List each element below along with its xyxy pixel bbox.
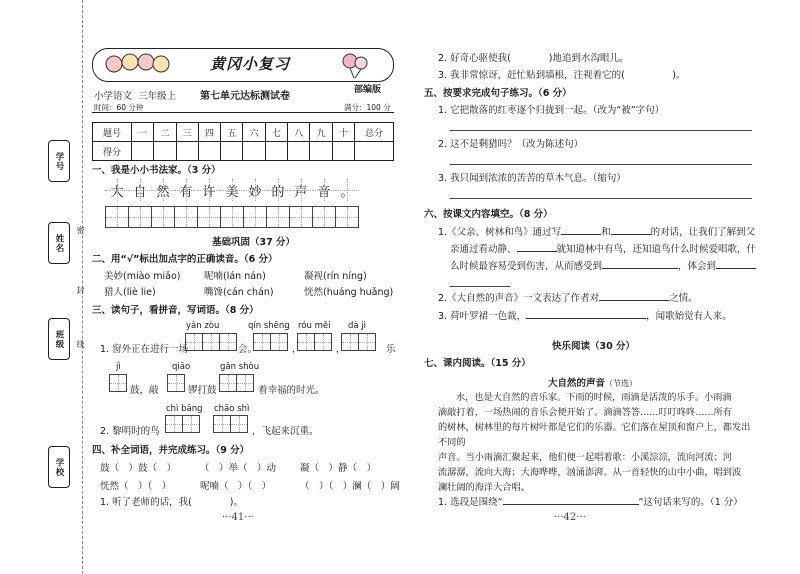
q5-item3: 3. 我只闻到浓浓的苦苦的草木气息。（缩句） — [438, 173, 626, 184]
score-header-cell: 八 — [288, 123, 310, 142]
sample-character: 声 — [289, 179, 313, 201]
passage-line: 水，也是大自然的音乐家。下雨的时候，雨滴是活泼的乐手。小雨滴 — [456, 392, 732, 403]
sample-character: 许 — [197, 179, 221, 201]
score-header-cell: 一 — [132, 123, 154, 142]
sample-character: 。 — [335, 179, 359, 201]
q4-title: 四、补全词语，并完成练习。（9 分） — [92, 445, 250, 456]
passage-line: 澜壮阔的海洋大合唱。 — [438, 482, 530, 493]
score-label: 满分：100 分 — [344, 103, 391, 112]
q3-line3a: 2. 黎明时的鸟 — [100, 426, 160, 437]
writing-cell[interactable] — [105, 206, 129, 228]
q3-box9[interactable] — [214, 415, 248, 433]
banner-title: 黄冈小复习 — [210, 55, 291, 73]
score-header-cell: 总分 — [354, 123, 393, 142]
q3-box1[interactable] — [186, 333, 237, 351]
q6-item1-blank-end[interactable] — [450, 286, 510, 287]
q3-line2a: 鼓，敲 — [130, 385, 159, 396]
q1-sentence — [106, 179, 359, 201]
writing-cell[interactable] — [197, 206, 221, 228]
writing-cell[interactable] — [174, 206, 198, 228]
q3-box2[interactable] — [254, 333, 288, 351]
score-header-cell: 九 — [310, 123, 332, 142]
score-header-cell: 六 — [243, 123, 265, 142]
blank[interactable] — [611, 234, 651, 235]
subject-label: 小学语文 三年级上 — [94, 91, 177, 102]
q3-line2b: 锣打鼓 — [188, 385, 217, 396]
writing-cell[interactable] — [151, 206, 175, 228]
blank[interactable] — [517, 251, 557, 252]
q6-item1-line1: 1.《父亲、树林和鸟》通过写 和 的对话，让我们了解到父 — [438, 227, 756, 238]
score-header-cell: 五 — [221, 123, 243, 142]
q3-box7[interactable] — [220, 374, 254, 392]
score-table — [92, 122, 394, 161]
q6-item1-line3: 么时候最容易受到伤害，从而感受到 ，体会到 — [450, 258, 756, 272]
q3-line1c: ， — [292, 344, 302, 355]
sample-character: 然 — [151, 179, 175, 201]
q3-pinyin2c: gǎn shòu — [220, 362, 260, 372]
score-label-cell: 得分 — [93, 142, 132, 161]
score-header-cell: 十 — [332, 123, 354, 142]
blank[interactable] — [599, 300, 669, 301]
right-page — [424, 48, 757, 568]
q3-pinyin2a: jì — [116, 362, 121, 372]
score-header-cell: 题号 — [93, 123, 132, 142]
q3-box3[interactable] — [298, 333, 332, 351]
q3-pinyin1a: yǎn zòu — [186, 321, 220, 331]
page-number-right: ···42··· — [554, 512, 586, 523]
q7-title: 七、课内阅读。（15 分） — [424, 358, 531, 369]
sample-character: 美 — [220, 179, 244, 201]
score-input-cell[interactable] — [221, 142, 243, 161]
passage-title: 大自然的声音（节选） — [548, 378, 638, 389]
q3-line3b: ，飞起来沉重。 — [252, 426, 319, 437]
time-label: 时间：60 分钟 — [94, 103, 144, 112]
blank[interactable] — [561, 234, 601, 235]
score-header-cell: 七 — [265, 123, 287, 142]
score-input-cell[interactable] — [332, 142, 354, 161]
q1-title: 一、我是小小书法家。（3 分） — [92, 165, 221, 176]
passage-line: 滴敲打着，一场热闹的音乐会便开始了。滴滴答答……叮叮咚咚……所有 — [438, 407, 732, 418]
left-page — [92, 48, 400, 568]
q3-pinyin1b: qín shēng — [248, 321, 290, 331]
score-header-cell: 二 — [154, 123, 176, 142]
q3-pinyin1d: dà jì — [348, 321, 367, 331]
passage-line: 的树林，树林里的每片树叶都是它们的乐器。它们落在屋顶和窗户上，都发出不同的 — [438, 422, 751, 448]
q3-line1e: 乐 — [386, 344, 396, 355]
writing-cell[interactable] — [243, 206, 267, 228]
blank[interactable] — [526, 318, 646, 319]
q6-item1-line2: 亲通过看动静、 就知道林中有鸟，还知道鸟什么时候爱唱歌，什 — [450, 244, 757, 255]
q5-answer-line2[interactable] — [450, 164, 752, 165]
q3-line1a: 1. 窗外正在进行一场 — [100, 344, 189, 355]
seal-char: 密 — [76, 226, 85, 234]
q3-pinyin2b: qiāo — [172, 362, 191, 372]
writing-cell[interactable] — [289, 206, 313, 228]
q5-item1: 1. 它把散落的红枣逐个归拢到一起。（改为“被”字句） — [438, 105, 665, 116]
class-box: 班级 — [48, 318, 70, 360]
score-header-cell: 三 — [176, 123, 198, 142]
sample-character: 音 — [312, 179, 336, 201]
q3-box8[interactable] — [166, 415, 200, 433]
kids-illustration — [104, 50, 170, 78]
q5-answer-line3[interactable] — [450, 198, 752, 199]
q3-line1b: 会。 — [238, 344, 258, 355]
blank[interactable] — [503, 504, 639, 505]
q7-item1: 1. 选段是围绕“ ”这句话来写的。（1 分） — [438, 497, 743, 508]
q4-sub2: 2. 好奇心驱使我( )地追到水沟眼儿。 — [438, 53, 629, 64]
q3-title: 三、读句子，看拼音，写词语。（8 分） — [92, 305, 259, 316]
school-box: 学校 — [48, 446, 70, 488]
q3-pinyin3a: chì bǎng — [166, 404, 203, 414]
blank[interactable] — [716, 268, 756, 269]
q1-writing-grid[interactable] — [106, 206, 359, 228]
page-number-left: ···41··· — [222, 512, 254, 523]
q4-row1: 鼓（ ）鼓（ ） （ ）举（ ）动 凝（ ）静（ ） — [100, 463, 377, 474]
score-input-cell[interactable] — [132, 142, 154, 161]
seal-char: 封 — [76, 286, 85, 294]
score-input-cell[interactable] — [310, 142, 332, 161]
sample-character: 大 — [105, 179, 129, 201]
score-input-cell[interactable] — [243, 142, 265, 161]
name-box: 姓名 — [48, 222, 70, 264]
q4-sub3: 3. 我非常惊讶，赶忙贴到墙根，注视着它的( )。 — [438, 70, 686, 81]
seal-char: 线 — [76, 340, 85, 348]
q2-row2: 猎人(liè lie) 嘴馋(cán chán) 恍然(huáng huǎng) — [104, 287, 394, 298]
score-input-cell[interactable] — [265, 142, 287, 161]
q6-item2: 2.《大自然的声音》一文表达了作者对 之情。 — [438, 293, 698, 304]
passage-line: 声音。当小雨滴汇聚起来，他们便一起唱着歌：小溪淙淙，流向河流；河 — [438, 452, 732, 463]
edition-label: 部编版 — [354, 85, 382, 95]
score-input-cell[interactable] — [176, 142, 198, 161]
q5-item2: 2. 这不是剩猎吗？（改为陈述句） — [438, 139, 584, 150]
q3-pinyin3b: chāo shì — [214, 404, 250, 414]
score-input-cell[interactable] — [354, 142, 393, 161]
q3-pinyin1c: róu měi — [298, 321, 331, 331]
q4-sub1: 1. 听了老师的话，我( )。 — [100, 497, 243, 508]
passage-line: 流潺潺，流向大海；大海哗哗，汹涌澎湃。从一首轻快的山中小曲，唱到波 — [438, 467, 742, 478]
balloons-icon — [340, 52, 370, 81]
q3-box4[interactable] — [342, 333, 376, 351]
sample-character: 有 — [174, 179, 198, 201]
q2-row1: 美妙(miào miǎo) 呢喃(lán nán) 凝视(rín níng) — [104, 271, 367, 282]
writing-cell[interactable] — [128, 206, 152, 228]
q6-item3: 3. 荷叶罗裙一色裁， ，闻歌始觉有人来。 — [438, 311, 732, 322]
q3-box5[interactable] — [110, 374, 127, 392]
writing-cell[interactable] — [312, 206, 336, 228]
binding-strip — [0, 0, 84, 574]
score-input-cell[interactable] — [288, 142, 310, 161]
q3-line2c: 着幸福的时光。 — [258, 385, 325, 396]
writing-cell[interactable] — [335, 206, 359, 228]
q2-title: 二、用“√”标出加点字的正确读音。（6 分） — [92, 254, 278, 265]
writing-cell[interactable] — [220, 206, 244, 228]
score-input-cell[interactable] — [198, 142, 220, 161]
sample-character: 的 — [266, 179, 290, 201]
score-header-cell: 四 — [198, 123, 220, 142]
q5-title: 五、按要求完成句子练习。（6 分） — [424, 88, 572, 99]
score-input-cell[interactable] — [154, 142, 176, 161]
section-basic: 基础巩固（37 分） — [212, 237, 296, 248]
q5-answer-line1[interactable] — [450, 130, 752, 131]
q4-row2: 恍然（ ）（ ） 呢喃（ ）（ ） （ ）（ ）澜（ ）阔 — [100, 481, 400, 492]
test-title: 第七单元达标测试卷 — [200, 91, 290, 102]
writing-cell[interactable] — [266, 206, 290, 228]
passage-text — [438, 390, 754, 495]
q3-box6[interactable] — [168, 374, 185, 392]
q6-title: 六、按课文内容填空。（8 分） — [424, 209, 553, 220]
q3-line1d: ， — [336, 344, 346, 355]
section-reading: 快乐阅读（30 分） — [552, 341, 636, 352]
header-rule — [92, 112, 394, 113]
sample-character: 自 — [128, 179, 152, 201]
blank[interactable] — [602, 268, 678, 269]
student-number-box: 学号 — [48, 140, 70, 182]
sample-character: 妙 — [243, 179, 267, 201]
